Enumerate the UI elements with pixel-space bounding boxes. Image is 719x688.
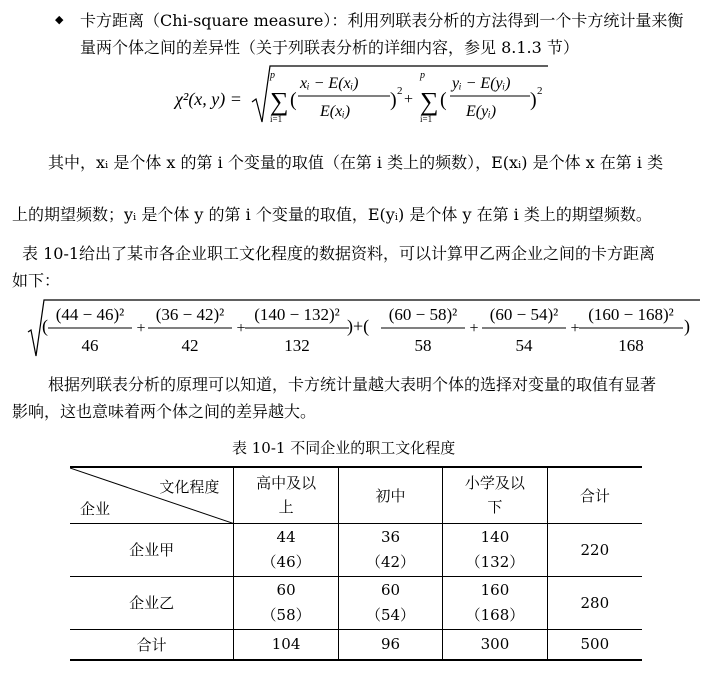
para3-line1: 表 10-1给出了某市各企业职工文化程度的数据资料，可以计算甲乙两企业之间的卡方距离 xyxy=(22,244,656,263)
sum1-lower: i=1 xyxy=(270,114,283,124)
para3-line2: 如下： xyxy=(12,271,61,290)
row-label-a: 企业甲 xyxy=(70,523,234,576)
corner-header-cell xyxy=(70,467,234,523)
svg-text:)+(: )+( xyxy=(347,316,370,336)
cell-b-3-obs: 160 xyxy=(480,580,510,599)
cell-b-1-exp: （58） xyxy=(261,605,311,624)
svg-text:): ) xyxy=(390,89,397,111)
cell-a-1-exp: （46） xyxy=(261,552,311,571)
cell-b-3-exp: （168） xyxy=(465,605,525,624)
corner-bottom-label: 企业 xyxy=(80,499,111,518)
plus-sign: + xyxy=(570,320,580,337)
table-row xyxy=(70,629,642,660)
svg-text:(: ( xyxy=(42,316,48,336)
cell-b-1 xyxy=(234,576,338,629)
term1-den: E(xᵢ) xyxy=(320,103,351,120)
svg-text:2: 2 xyxy=(397,85,403,97)
term1-num: xᵢ − E(xᵢ) xyxy=(300,75,359,92)
svg-text:): ) xyxy=(530,89,537,111)
fraction-numerator: (36 − 42)² xyxy=(155,305,225,324)
header-primary-line2: 下 xyxy=(487,498,503,517)
header-highschool-line1: 高中及以 xyxy=(256,474,317,493)
header-highschool xyxy=(234,467,338,523)
para2-line2: 上的期望频数；yᵢ 是个体 y 的第 i 个变量的取值，E(yᵢ) 是个体 y 在第 i 类上的期望频数。 xyxy=(12,205,652,224)
sum1-upper: p xyxy=(270,70,275,81)
table-caption: 表 10-1 不同企业的职工文化程度 xyxy=(232,439,456,457)
fraction-denominator: 132 xyxy=(284,336,310,355)
cell-a-2-obs: 36 xyxy=(380,527,401,546)
sum2-sigma: ∑ xyxy=(420,87,439,116)
header-primary xyxy=(443,467,548,523)
fraction-numerator: (140 − 132)² xyxy=(254,305,340,324)
corner-top-label: 文化程度 xyxy=(159,478,220,496)
term2-den: E(yᵢ) xyxy=(466,103,497,120)
header-highschool-line2: 上 xyxy=(278,498,294,517)
cell-b-total: 280 xyxy=(547,576,642,629)
table-row xyxy=(70,576,642,629)
cell-b-3 xyxy=(443,576,548,629)
formula-example xyxy=(0,296,719,360)
plus-sign: + xyxy=(136,320,146,337)
para4-line1: 根据列联表分析的原理可以知道，卡方统计量越大表明个体的选择对变量的取值有显著 xyxy=(48,375,657,394)
table-row xyxy=(70,523,642,576)
fraction-denominator: 58 xyxy=(414,336,432,355)
cell-a-1-obs: 44 xyxy=(276,527,296,546)
fraction-numerator: (60 − 58)² xyxy=(388,305,458,324)
header-middleschool: 初中 xyxy=(338,467,442,523)
fraction-numerator: (44 − 46)² xyxy=(55,305,125,324)
fraction-denominator: 168 xyxy=(618,336,644,355)
cell-b-2 xyxy=(338,576,442,629)
cell-a-3-exp: （132） xyxy=(465,552,525,571)
fraction-numerator: (60 − 54)² xyxy=(489,305,559,324)
para1-line1: 卡方距离（Chi-square measure）：利用列联表分析的方法得到一个卡方统计量来衡 xyxy=(80,11,684,30)
cell-b-1-obs: 60 xyxy=(276,580,296,599)
total-cell-3: 300 xyxy=(443,629,548,660)
cell-b-2-exp: （54） xyxy=(365,605,416,624)
total-cell-2: 96 xyxy=(338,629,442,660)
svg-text:+: + xyxy=(404,91,414,108)
cell-a-3-obs: 140 xyxy=(480,527,510,546)
formula1-lhs: χ²(x, y) = xyxy=(175,89,242,109)
svg-text:(: ( xyxy=(290,89,297,111)
svg-text:(: ( xyxy=(440,89,447,111)
fraction-denominator: 42 xyxy=(181,336,199,355)
para2-line1: 其中，xᵢ 是个体 x 的第 i 个变量的取值（在第 i 类上的频数），E(xᵢ) 是个体 x 在第 i 类 xyxy=(48,153,664,172)
svg-text:2: 2 xyxy=(537,85,543,97)
term2-num: yᵢ − E(yᵢ) xyxy=(452,75,511,92)
bullet-icon: ◆ xyxy=(55,13,64,26)
header-total: 合计 xyxy=(547,467,642,523)
formula-example-graphic xyxy=(0,296,719,360)
cell-b-2-obs: 60 xyxy=(380,580,401,599)
cell-a-1 xyxy=(234,523,338,576)
row-label-b: 企业乙 xyxy=(70,576,234,629)
cell-a-2 xyxy=(338,523,442,576)
total-row-label: 合计 xyxy=(70,629,234,660)
formula-chi-square xyxy=(0,60,719,130)
sum2-lower: i=1 xyxy=(420,114,433,124)
total-cell-1: 104 xyxy=(234,629,338,660)
para4-line2: 影响，这也意味着两个体之间的差异越大。 xyxy=(12,402,317,421)
grand-total: 500 xyxy=(547,629,642,660)
fraction-denominator: 54 xyxy=(515,336,533,355)
svg-text:): ) xyxy=(684,316,690,336)
sum2-upper: p xyxy=(420,70,425,81)
education-table xyxy=(70,466,642,661)
cell-a-total: 220 xyxy=(547,523,642,576)
fraction-numerator: (160 − 168)² xyxy=(588,305,674,324)
formula-chi-square-graphic xyxy=(0,60,719,130)
cell-a-2-exp: （42） xyxy=(365,552,416,571)
para1-line2: 量两个体之间的差异性（关于列联表分析的详细内容，参见 8.1.3 节） xyxy=(80,38,579,57)
plus-sign: + xyxy=(236,320,246,337)
sum1-sigma: ∑ xyxy=(270,87,289,116)
header-primary-line1: 小学及以 xyxy=(464,474,525,493)
plus-sign: + xyxy=(469,320,479,337)
cell-a-3 xyxy=(443,523,548,576)
fraction-denominator: 46 xyxy=(81,336,99,355)
